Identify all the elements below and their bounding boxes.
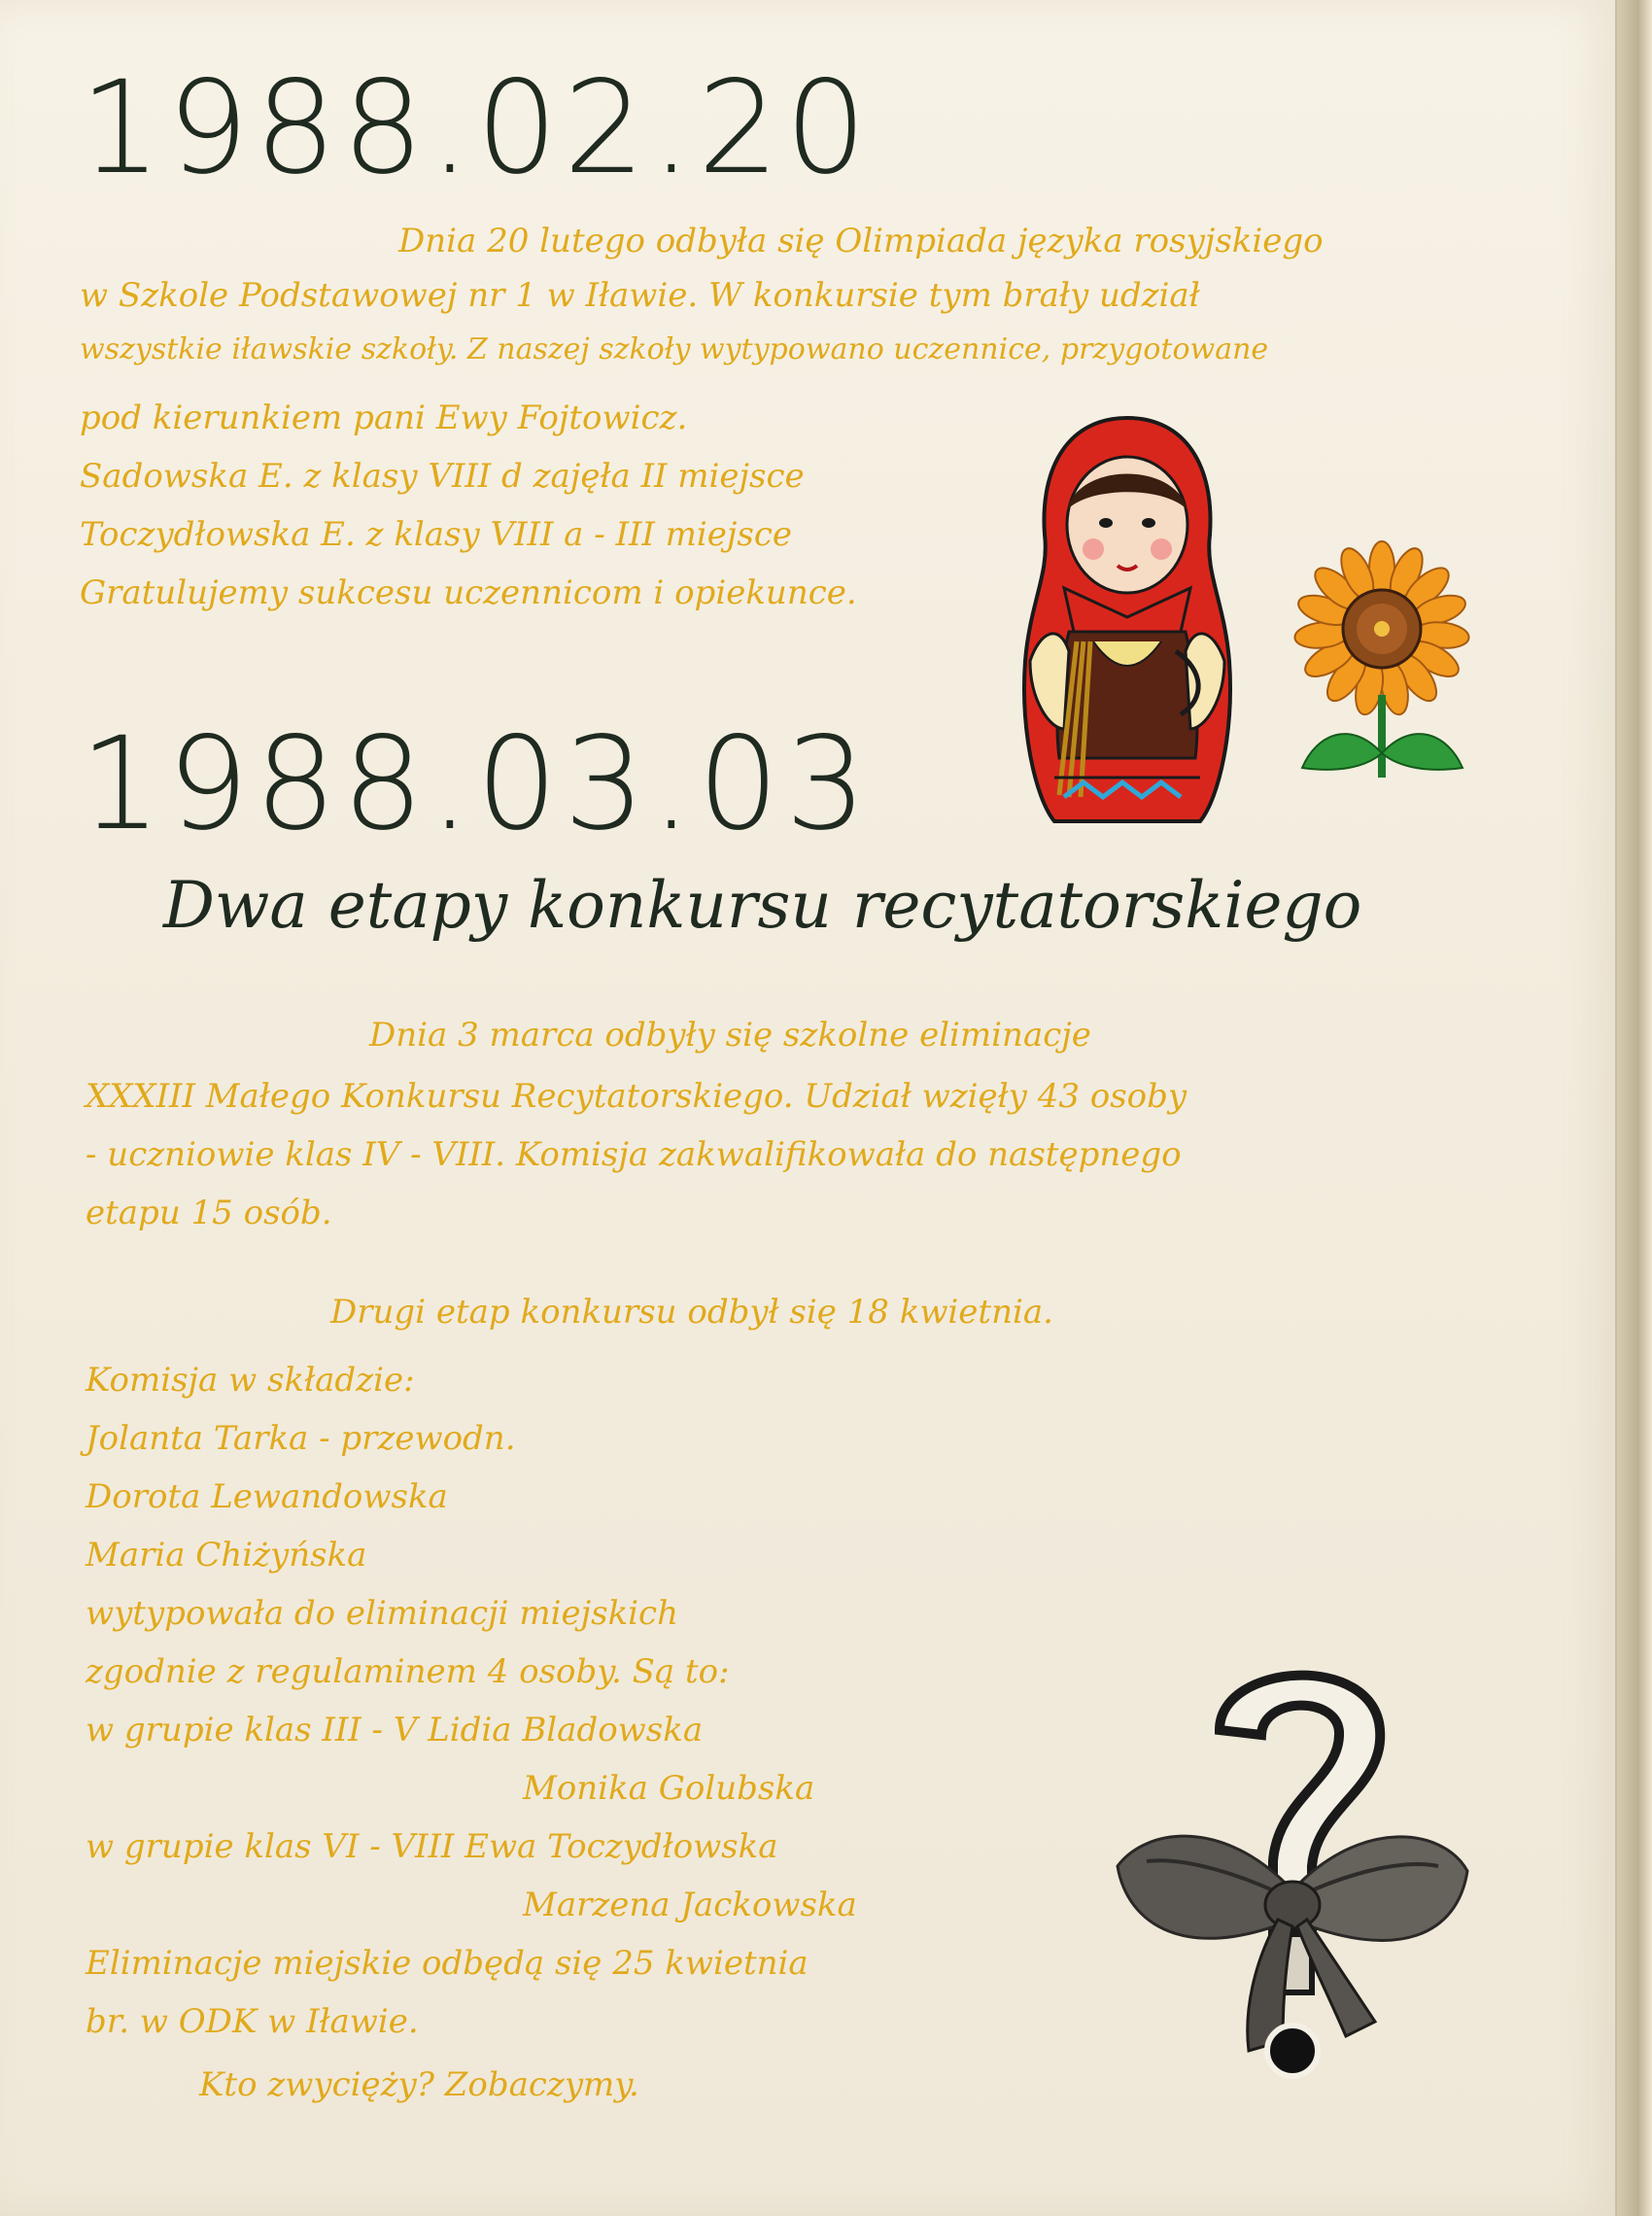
entry2-line: Komisja w składzie: [86,1361,415,1400]
entry2-line: Drugi etap konkursu odbył się 18 kwietnia. [330,1293,1053,1332]
entry2-line: Dnia 3 marca odbyły się szkolne eliminacje [369,1016,1091,1055]
entry2-line: - uczniowie klas IV - VIII. Komisja zakwalifikowała do następnego [86,1135,1182,1174]
entry1-line: Dnia 20 lutego odbyła się Olimpiada języka rosyjskiego [398,222,1324,260]
entry2-line: w grupie klas VI - VIII Ewa Toczydłowska [86,1827,778,1866]
entry2-line: zgodnie z regulaminem 4 osoby. Są to: [86,1652,730,1691]
question-mark-with-bow-icon [1108,1643,1477,2090]
entry2-date: 1988.03.03 [80,710,873,859]
entry2-line: br. w ODK w Iławie. [86,2002,419,2041]
entry2-line: XXXIII Małego Konkursu Recytatorskiego. Udział wzięły 43 osoby [86,1077,1187,1116]
entry1-line: Toczydłowska E. z klasy VIII a - III miejsce [80,515,793,554]
entry1-line: pod kierunkiem pani Ewy Fojtowicz. [80,398,688,437]
entry2-heading: Dwa etapy konkursu recytatorskiego [163,868,1362,943]
page-edge [1617,0,1652,2216]
entry1-date: 1988.02.20 [80,53,873,203]
entry2-line: Marzena Jackowska [523,1886,857,1924]
sunflower-icon [1292,539,1472,792]
entry2-line: w grupie klas III - V Lidia Bladowska [86,1711,704,1749]
entry2-line: Dorota Lewandowska [86,1477,448,1516]
entry2-line: Kto zwycięży? Zobaczymy. [199,2065,639,2104]
entry2-line: wytypowała do eliminacji miejskich [86,1594,678,1633]
entry2-line: Eliminacje miejskie odbędą się 25 kwietnia [86,1944,809,1983]
matryoshka-doll-icon [1011,408,1244,836]
entry2-line: Maria Chiżyńska [86,1536,367,1575]
entry1-line: Sadowska E. z klasy VIII d zajęła II miejsce [80,457,805,496]
entry2-line: Monika Golubska [523,1769,815,1808]
entry1-line: wszystkie iławskie szkoły. Z naszej szkoły wytypowano uczennice, przygotowane [80,332,1269,366]
entry1-line: w Szkole Podstawowej nr 1 w Iławie. W konkursie tym brały udział [80,276,1200,315]
entry1-line: Gratulujemy sukcesu uczennicom i opiekunce. [80,573,857,612]
entry2-line: Jolanta Tarka - przewodn. [86,1419,516,1458]
entry2-line: etapu 15 osób. [86,1194,332,1232]
